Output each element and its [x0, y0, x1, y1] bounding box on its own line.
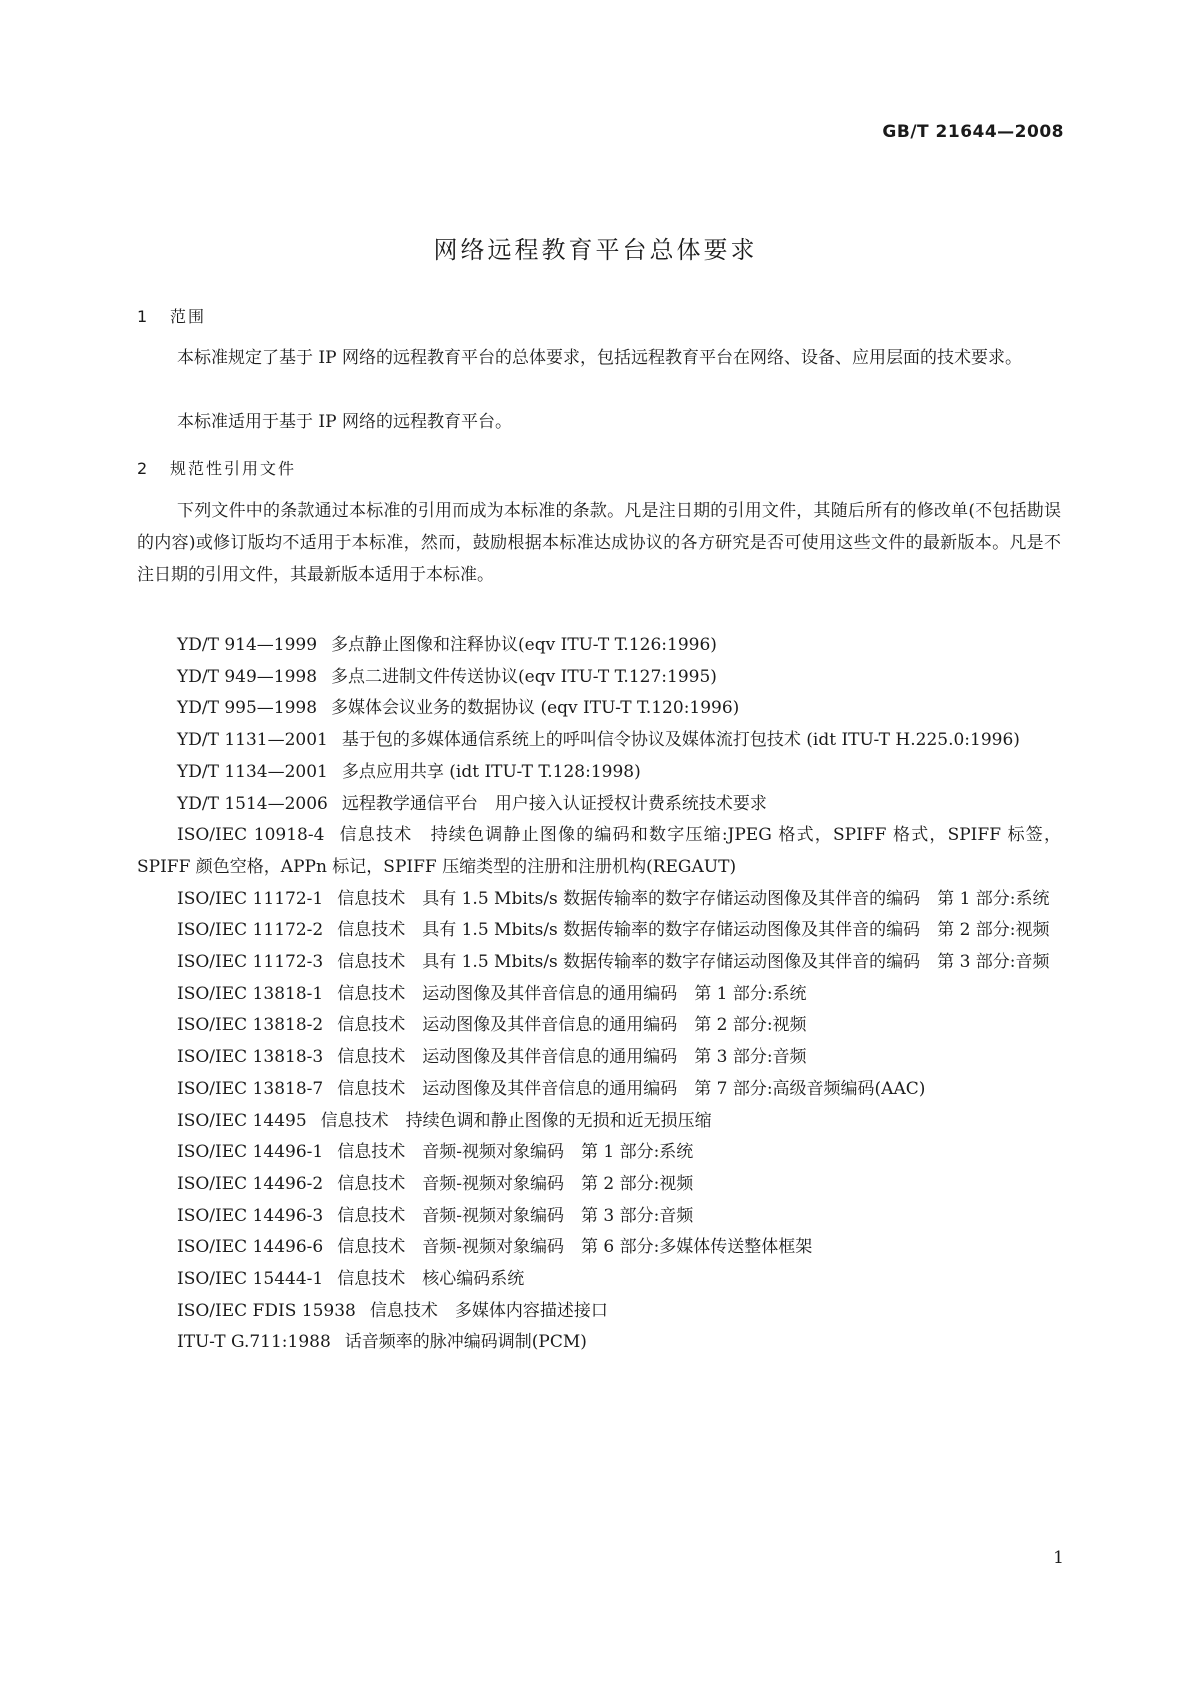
section-1-paragraph-1: 本标准规定了基于 IP 网络的远程教育平台的总体要求，包括远程教育平台在网络、设备、应用层面的技术要求。 [177, 348, 1022, 368]
reference-list [137, 630, 1061, 1359]
section-1-paragraph-2: 本标准适用于基于 IP 网络的远程教育平台。 [177, 412, 512, 432]
reference-code: ISO/IEC 11172-3 [177, 952, 324, 973]
reference-item [137, 662, 1061, 694]
reference-title: 多点二进制文件传送协议(eqv ITU-T T.127:1995) [331, 666, 717, 687]
reference-code: YD/T 949—1998 [177, 666, 318, 687]
reference-code: ISO/IEC 14496-2 [177, 1173, 324, 1194]
reference-title: 信息技术 核心编码系统 [337, 1269, 525, 1290]
reference-title: 远程教学通信平台 用户接入认证授权计费系统技术要求 [341, 793, 767, 814]
reference-code: ISO/IEC 14496-1 [177, 1142, 324, 1163]
reference-code: ISO/IEC 13818-2 [177, 1015, 324, 1036]
reference-title: 信息技术 持续色调静止图像的编码和数字压缩:JPEG 格式，SPIFF 格式，SPIFF 标签，SPIFF 颜色空格，APPn 标记，SPIFF 压缩类型的注册和注册机构(REGAUT) [137, 825, 1061, 877]
reference-code: ISO/IEC 14496-6 [177, 1237, 324, 1258]
reference-code: ITU-T G.711:1988 [177, 1332, 331, 1353]
reference-title: 信息技术 具有 1.5 Mbits/s 数据传输率的数字存储运动图像及其伴音的编码 第 3 部分:音频 [337, 952, 1050, 973]
page-number: 1 [1053, 1548, 1064, 1568]
reference-title: 基于包的多媒体通信系统上的呼叫信令协议及媒体流打包技术 (idt ITU-T H.225.0:1996) [341, 730, 1020, 751]
reference-item [137, 1042, 1061, 1074]
reference-code: YD/T 995—1998 [177, 698, 318, 719]
section-1-heading [137, 304, 206, 327]
standard-code: GB/T 21644—2008 [882, 122, 1064, 142]
reference-title: 信息技术 持续色调和静止图像的无损和近无损压缩 [320, 1110, 712, 1131]
reference-item [137, 884, 1061, 916]
reference-code: YD/T 1514—2006 [177, 793, 328, 814]
reference-title: 信息技术 多媒体内容描述接口 [369, 1300, 608, 1321]
reference-item [137, 1232, 1061, 1264]
reference-title: 信息技术 运动图像及其伴音信息的通用编码 第 1 部分:系统 [337, 983, 807, 1004]
section-2-intro: 下列文件中的条款通过本标准的引用而成为本标准的条款。凡是注日期的引用文件，其随后所有的修改单(不包括勘误的内容)或修订版均不适用于本标准，然而，鼓励根据本标准达成协议的各方研究是否可使用这些文件的最新版本。凡是不注日期的引用文件，其最新版本适用于本标准。 [137, 501, 1061, 585]
reference-code: ISO/IEC FDIS 15938 [177, 1300, 356, 1321]
reference-item [137, 1106, 1061, 1138]
reference-code: ISO/IEC 14496-3 [177, 1205, 324, 1226]
reference-title: 信息技术 运动图像及其伴音信息的通用编码 第 2 部分:视频 [337, 1015, 807, 1036]
reference-item [137, 1010, 1061, 1042]
reference-title: 话音频率的脉冲编码调制(PCM) [344, 1332, 587, 1353]
section-1-number: 1 [137, 307, 150, 326]
reference-title: 多媒体会议业务的数据协议 (eqv ITU-T T.120:1996) [331, 698, 740, 719]
reference-title: 多点应用共享 (idt ITU-T T.128:1998) [341, 761, 641, 782]
reference-title: 信息技术 运动图像及其伴音信息的通用编码 第 7 部分:高级音频编码(AAC) [337, 1078, 926, 1099]
reference-item [137, 1264, 1061, 1296]
section-2-heading [137, 456, 296, 479]
reference-item [137, 1327, 1061, 1359]
reference-item [137, 725, 1061, 757]
document-title: 网络远程教育平台总体要求 [433, 236, 758, 264]
reference-item [137, 1137, 1061, 1169]
reference-title: 信息技术 音频-视频对象编码 第 1 部分:系统 [337, 1142, 694, 1163]
reference-title: 信息技术 具有 1.5 Mbits/s 数据传输率的数字存储运动图像及其伴音的编码 第 2 部分:视频 [337, 920, 1050, 941]
section-2-number: 2 [137, 459, 150, 478]
reference-item [137, 693, 1061, 725]
reference-code: ISO/IEC 11172-1 [177, 888, 324, 909]
reference-item [137, 979, 1061, 1011]
section-2-title: 规范性引用文件 [170, 459, 297, 478]
reference-item [137, 820, 1061, 883]
reference-item [137, 915, 1061, 947]
reference-code: YD/T 1131—2001 [177, 730, 328, 751]
reference-item [137, 789, 1061, 821]
reference-title: 信息技术 音频-视频对象编码 第 2 部分:视频 [337, 1173, 694, 1194]
reference-item [137, 1296, 1061, 1328]
reference-code: ISO/IEC 13818-1 [177, 983, 324, 1004]
reference-item [137, 1074, 1061, 1106]
reference-title: 信息技术 音频-视频对象编码 第 6 部分:多媒体传送整体框架 [337, 1237, 813, 1258]
section-1-title: 范围 [170, 307, 207, 326]
reference-title: 多点静止图像和注释协议(eqv ITU-T T.126:1996) [331, 635, 717, 655]
reference-code: ISO/IEC 11172-2 [177, 920, 324, 941]
reference-code: ISO/IEC 14495 [177, 1110, 307, 1131]
reference-code: ISO/IEC 13818-7 [177, 1078, 324, 1099]
reference-title: 信息技术 音频-视频对象编码 第 3 部分:音频 [337, 1205, 694, 1226]
reference-item [137, 630, 1061, 662]
reference-title: 信息技术 具有 1.5 Mbits/s 数据传输率的数字存储运动图像及其伴音的编码 第 1 部分:系统 [337, 888, 1050, 909]
reference-title: 信息技术 运动图像及其伴音信息的通用编码 第 3 部分:音频 [337, 1047, 807, 1068]
reference-item [137, 1201, 1061, 1233]
reference-code: ISO/IEC 15444-1 [177, 1269, 324, 1290]
reference-code: YD/T 1134—2001 [177, 761, 328, 782]
reference-code: ISO/IEC 13818-3 [177, 1047, 324, 1068]
reference-item [137, 947, 1061, 979]
reference-item [137, 1169, 1061, 1201]
reference-code: ISO/IEC 10918-4 [177, 825, 325, 846]
reference-item [137, 757, 1061, 789]
reference-code: YD/T 914—1999 [177, 635, 318, 655]
